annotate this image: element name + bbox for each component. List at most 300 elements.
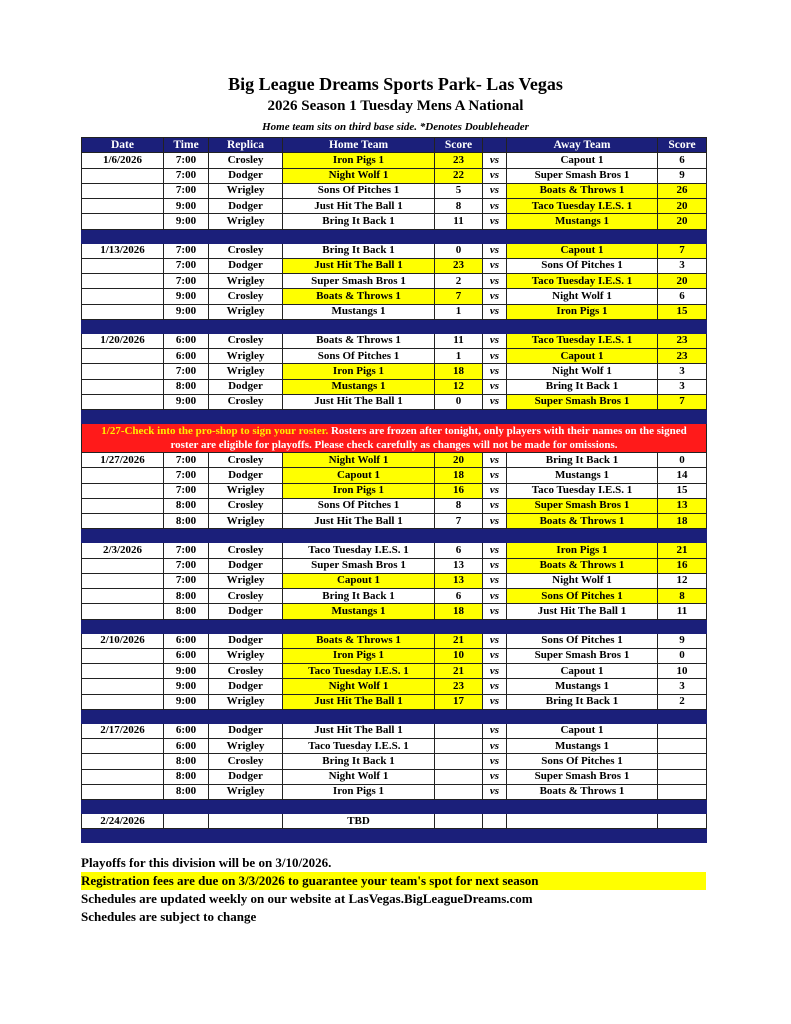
away-score: 6 (658, 153, 707, 168)
game-date (82, 468, 164, 483)
table-row (82, 258, 707, 273)
home-team: Just Hit The Ball 1 (283, 694, 435, 709)
game-date: 2/10/2026 (82, 633, 164, 648)
table-row (82, 243, 707, 258)
away-score: 8 (658, 589, 707, 604)
away-team: Boats & Throws 1 (507, 558, 658, 573)
away-score: 15 (658, 483, 707, 498)
game-time: 8:00 (164, 589, 209, 604)
vs-label: vs (483, 694, 507, 709)
away-team: Night Wolf 1 (507, 364, 658, 379)
away-team: Bring It Back 1 (507, 379, 658, 394)
game-date (82, 664, 164, 679)
week-separator (82, 619, 707, 633)
away-team: Iron Pigs 1 (507, 304, 658, 319)
page-title: Big League Dreams Sports Park- Las Vegas (228, 74, 563, 94)
home-score: 0 (435, 394, 483, 409)
game-date (82, 558, 164, 573)
game-time: 7:00 (164, 558, 209, 573)
away-score: 3 (658, 379, 707, 394)
game-replica: Wrigley (209, 784, 283, 799)
game-date (82, 183, 164, 198)
separator-cell (435, 619, 483, 633)
schedule-table (81, 137, 707, 843)
game-replica: Dodger (209, 723, 283, 738)
game-time: 7:00 (164, 543, 209, 558)
game-replica: Wrigley (209, 349, 283, 364)
game-date (82, 514, 164, 529)
away-score: 16 (658, 558, 707, 573)
table-row (82, 483, 707, 498)
separator-cell (658, 800, 707, 814)
vs-label: vs (483, 289, 507, 304)
home-score: 11 (435, 214, 483, 229)
game-replica: Crosley (209, 333, 283, 348)
separator-cell (435, 529, 483, 543)
week-separator (82, 529, 707, 543)
game-date (82, 274, 164, 289)
vs-label: vs (483, 153, 507, 168)
table-row (82, 168, 707, 183)
separator-cell (209, 800, 283, 814)
home-score: 0 (435, 243, 483, 258)
separator-cell (164, 829, 209, 843)
table-row (82, 754, 707, 769)
away-team: Sons Of Pitches 1 (507, 754, 658, 769)
table-row (82, 814, 707, 829)
separator-cell (435, 319, 483, 333)
game-replica: Wrigley (209, 514, 283, 529)
home-team: Iron Pigs 1 (283, 648, 435, 663)
away-team: Boats & Throws 1 (507, 183, 658, 198)
vs-label: vs (483, 468, 507, 483)
separator-cell (283, 619, 435, 633)
home-score (435, 723, 483, 738)
away-team: Capout 1 (507, 723, 658, 738)
table-row (82, 604, 707, 619)
game-date: 1/6/2026 (82, 153, 164, 168)
away-team: Capout 1 (507, 243, 658, 258)
away-team: Super Smash Bros 1 (507, 168, 658, 183)
home-team: Bring It Back 1 (283, 214, 435, 229)
home-score: 23 (435, 679, 483, 694)
game-time: 6:00 (164, 723, 209, 738)
home-team: Sons Of Pitches 1 (283, 349, 435, 364)
home-score: 18 (435, 604, 483, 619)
separator-cell (507, 529, 658, 543)
home-team: Mustangs 1 (283, 304, 435, 319)
vs-label: vs (483, 633, 507, 648)
table-row (82, 394, 707, 409)
home-score: 8 (435, 498, 483, 513)
home-score: 13 (435, 558, 483, 573)
away-score: 3 (658, 258, 707, 273)
roster-notice-highlight: 1/27-Check into the pro-shop to sign your roster. (101, 425, 329, 437)
table-row (82, 289, 707, 304)
home-score (435, 769, 483, 784)
home-team: Iron Pigs 1 (283, 153, 435, 168)
separator-cell (658, 229, 707, 243)
home-score: 5 (435, 183, 483, 198)
home-team: Night Wolf 1 (283, 168, 435, 183)
away-team: Night Wolf 1 (507, 289, 658, 304)
game-replica: Wrigley (209, 183, 283, 198)
away-score: 2 (658, 694, 707, 709)
table-row (82, 304, 707, 319)
vs-label: vs (483, 379, 507, 394)
separator-cell (164, 319, 209, 333)
separator-cell (82, 229, 164, 243)
separator-cell (283, 229, 435, 243)
game-time: 9:00 (164, 304, 209, 319)
separator-cell (209, 829, 283, 843)
separator-cell (164, 529, 209, 543)
separator-cell (483, 709, 507, 723)
game-date (82, 304, 164, 319)
separator-cell (507, 410, 658, 424)
game-date (82, 483, 164, 498)
game-replica: Dodger (209, 604, 283, 619)
game-date (82, 589, 164, 604)
vs-label: vs (483, 453, 507, 468)
away-team: Super Smash Bros 1 (507, 498, 658, 513)
separator-cell (483, 529, 507, 543)
away-score: 9 (658, 633, 707, 648)
separator-cell (209, 410, 283, 424)
separator-cell (164, 229, 209, 243)
game-time: 9:00 (164, 289, 209, 304)
game-date: 2/3/2026 (82, 543, 164, 558)
page-subtitle: 2026 Season 1 Tuesday Mens A National (267, 98, 524, 114)
away-score (658, 769, 707, 784)
away-score: 12 (658, 573, 707, 588)
vs-label: vs (483, 754, 507, 769)
home-score: 7 (435, 289, 483, 304)
vs-label: vs (483, 514, 507, 529)
game-date (82, 498, 164, 513)
vs-label: vs (483, 243, 507, 258)
away-score: 20 (658, 214, 707, 229)
home-team: Boats & Throws 1 (283, 333, 435, 348)
table-row (82, 333, 707, 348)
home-score: 8 (435, 199, 483, 214)
home-score: 23 (435, 153, 483, 168)
home-team: Night Wolf 1 (283, 769, 435, 784)
home-score: 2 (435, 274, 483, 289)
away-score: 20 (658, 274, 707, 289)
vs-label: vs (483, 274, 507, 289)
home-team: Bring It Back 1 (283, 243, 435, 258)
vs-label: vs (483, 168, 507, 183)
home-team: Just Hit The Ball 1 (283, 394, 435, 409)
week-separator (82, 319, 707, 333)
footer-disclaimer: Schedules are subject to change (81, 909, 257, 924)
away-team: Mustangs 1 (507, 739, 658, 754)
game-replica: Wrigley (209, 483, 283, 498)
away-team: Taco Tuesday I.E.S. 1 (507, 274, 658, 289)
separator-cell (283, 410, 435, 424)
game-time: 9:00 (164, 679, 209, 694)
game-time: 7:00 (164, 364, 209, 379)
game-replica: Wrigley (209, 739, 283, 754)
game-replica: Dodger (209, 679, 283, 694)
game-time: 8:00 (164, 379, 209, 394)
table-row (82, 364, 707, 379)
home-score: 17 (435, 694, 483, 709)
home-score: 6 (435, 589, 483, 604)
game-time: 7:00 (164, 573, 209, 588)
away-team: Boats & Throws 1 (507, 514, 658, 529)
away-team: Sons Of Pitches 1 (507, 633, 658, 648)
vs-label: vs (483, 679, 507, 694)
game-time: 7:00 (164, 168, 209, 183)
separator-cell (164, 800, 209, 814)
roster-notice-row (82, 424, 707, 453)
game-time: 9:00 (164, 199, 209, 214)
game-date: 1/27/2026 (82, 453, 164, 468)
separator-cell (82, 829, 164, 843)
away-score: 11 (658, 604, 707, 619)
table-row (82, 573, 707, 588)
home-team: Taco Tuesday I.E.S. 1 (283, 664, 435, 679)
footer-website: Schedules are updated weekly on our website at LasVegas.BigLeagueDreams.com (81, 891, 533, 906)
home-team: Capout 1 (283, 468, 435, 483)
game-replica: Crosley (209, 453, 283, 468)
game-time: 6:00 (164, 739, 209, 754)
home-score (435, 739, 483, 754)
away-team: Super Smash Bros 1 (507, 394, 658, 409)
separator-cell (209, 529, 283, 543)
away-score: 18 (658, 514, 707, 529)
home-team: TBD (283, 814, 435, 829)
separator-cell (164, 410, 209, 424)
separator-cell (507, 829, 658, 843)
game-replica: Crosley (209, 754, 283, 769)
game-date (82, 679, 164, 694)
col-home-score: Score (435, 138, 483, 153)
separator-cell (483, 229, 507, 243)
home-score: 1 (435, 304, 483, 319)
home-team: Mustangs 1 (283, 379, 435, 394)
separator-cell (82, 410, 164, 424)
game-date (82, 168, 164, 183)
game-replica: Dodger (209, 258, 283, 273)
separator-cell (658, 319, 707, 333)
game-date (82, 349, 164, 364)
away-score: 21 (658, 543, 707, 558)
game-time (164, 814, 209, 829)
table-row (82, 648, 707, 663)
separator-cell (658, 410, 707, 424)
game-date (82, 394, 164, 409)
away-score (658, 814, 707, 829)
vs-label: vs (483, 769, 507, 784)
separator-cell (82, 319, 164, 333)
home-score: 22 (435, 168, 483, 183)
away-team: Bring It Back 1 (507, 694, 658, 709)
game-time: 7:00 (164, 243, 209, 258)
separator-cell (164, 619, 209, 633)
home-score (435, 784, 483, 799)
table-row (82, 679, 707, 694)
away-team (507, 814, 658, 829)
vs-label: vs (483, 739, 507, 754)
home-score (435, 814, 483, 829)
footer-registration: Registration fees are due on 3/3/2026 to guarantee your team's spot for next season (81, 872, 706, 890)
game-replica: Wrigley (209, 573, 283, 588)
table-header-row (82, 138, 707, 153)
game-date (82, 379, 164, 394)
separator-cell (82, 529, 164, 543)
game-replica: Dodger (209, 468, 283, 483)
game-replica: Crosley (209, 498, 283, 513)
away-team: Taco Tuesday I.E.S. 1 (507, 483, 658, 498)
game-time: 7:00 (164, 258, 209, 273)
separator-cell (483, 619, 507, 633)
home-score: 10 (435, 648, 483, 663)
home-team: Boats & Throws 1 (283, 289, 435, 304)
game-replica: Wrigley (209, 648, 283, 663)
game-date (82, 573, 164, 588)
away-score: 14 (658, 468, 707, 483)
header-note: Home team sits on third base side. *Denotes Doubleheader (262, 121, 529, 133)
away-score: 7 (658, 243, 707, 258)
game-replica: Crosley (209, 289, 283, 304)
away-team: Capout 1 (507, 153, 658, 168)
game-time: 6:00 (164, 333, 209, 348)
away-team: Mustangs 1 (507, 679, 658, 694)
home-team: Super Smash Bros 1 (283, 558, 435, 573)
col-away-team: Away Team (507, 138, 658, 153)
table-row (82, 498, 707, 513)
separator-cell (283, 800, 435, 814)
vs-label: vs (483, 784, 507, 799)
separator-cell (435, 709, 483, 723)
table-row (82, 514, 707, 529)
vs-label: vs (483, 183, 507, 198)
table-row (82, 468, 707, 483)
table-row (82, 633, 707, 648)
home-team: Taco Tuesday I.E.S. 1 (283, 543, 435, 558)
home-score: 20 (435, 453, 483, 468)
week-separator (82, 829, 707, 843)
away-team: Super Smash Bros 1 (507, 648, 658, 663)
game-replica: Crosley (209, 589, 283, 604)
away-team: Mustangs 1 (507, 468, 658, 483)
away-score (658, 723, 707, 738)
separator-cell (435, 229, 483, 243)
vs-label: vs (483, 304, 507, 319)
home-score: 7 (435, 514, 483, 529)
home-score: 18 (435, 364, 483, 379)
home-score: 21 (435, 633, 483, 648)
vs-label: vs (483, 483, 507, 498)
away-team: Capout 1 (507, 664, 658, 679)
away-team: Iron Pigs 1 (507, 543, 658, 558)
game-time: 9:00 (164, 694, 209, 709)
home-score: 6 (435, 543, 483, 558)
away-score: 10 (658, 664, 707, 679)
game-time: 9:00 (164, 664, 209, 679)
separator-cell (209, 229, 283, 243)
separator-cell (435, 410, 483, 424)
separator-cell (164, 709, 209, 723)
away-score: 3 (658, 364, 707, 379)
game-time: 7:00 (164, 468, 209, 483)
game-date (82, 214, 164, 229)
game-date: 2/17/2026 (82, 723, 164, 738)
game-time: 9:00 (164, 394, 209, 409)
game-time: 8:00 (164, 604, 209, 619)
game-replica: Crosley (209, 243, 283, 258)
away-score: 3 (658, 679, 707, 694)
away-team: Sons Of Pitches 1 (507, 589, 658, 604)
away-team: Taco Tuesday I.E.S. 1 (507, 199, 658, 214)
week-separator (82, 410, 707, 424)
table-row (82, 694, 707, 709)
game-replica: Wrigley (209, 274, 283, 289)
away-score (658, 754, 707, 769)
col-vs (483, 138, 507, 153)
game-time: 8:00 (164, 498, 209, 513)
vs-label: vs (483, 498, 507, 513)
table-row (82, 274, 707, 289)
separator-cell (82, 800, 164, 814)
away-score: 13 (658, 498, 707, 513)
game-time: 7:00 (164, 153, 209, 168)
home-score (435, 754, 483, 769)
home-team: Iron Pigs 1 (283, 483, 435, 498)
home-score: 23 (435, 258, 483, 273)
game-time: 8:00 (164, 784, 209, 799)
away-team: Night Wolf 1 (507, 573, 658, 588)
vs-label: vs (483, 364, 507, 379)
away-score: 23 (658, 349, 707, 364)
roster-notice-text: Rosters are frozen after tonight, only players with their names on the signed roster are eligible for playoffs. Please check carefully as changes will not be made for omissions. (170, 425, 687, 451)
separator-cell (658, 709, 707, 723)
game-replica: Crosley (209, 153, 283, 168)
game-time: 7:00 (164, 453, 209, 468)
table-row (82, 214, 707, 229)
separator-cell (658, 529, 707, 543)
game-replica: Crosley (209, 394, 283, 409)
game-replica: Dodger (209, 769, 283, 784)
game-time: 6:00 (164, 633, 209, 648)
game-time: 7:00 (164, 483, 209, 498)
separator-cell (283, 529, 435, 543)
home-score: 18 (435, 468, 483, 483)
game-replica: Crosley (209, 543, 283, 558)
game-replica: Wrigley (209, 214, 283, 229)
vs-label: vs (483, 604, 507, 619)
separator-cell (507, 800, 658, 814)
schedule-body (82, 153, 707, 843)
home-score: 13 (435, 573, 483, 588)
home-score: 16 (435, 483, 483, 498)
game-replica: Dodger (209, 379, 283, 394)
away-score: 0 (658, 453, 707, 468)
away-team: Sons Of Pitches 1 (507, 258, 658, 273)
vs-label: vs (483, 214, 507, 229)
separator-cell (507, 229, 658, 243)
away-score: 23 (658, 333, 707, 348)
table-row (82, 199, 707, 214)
separator-cell (283, 709, 435, 723)
table-row (82, 183, 707, 198)
week-separator (82, 229, 707, 243)
home-team: Capout 1 (283, 573, 435, 588)
col-time: Time (164, 138, 209, 153)
